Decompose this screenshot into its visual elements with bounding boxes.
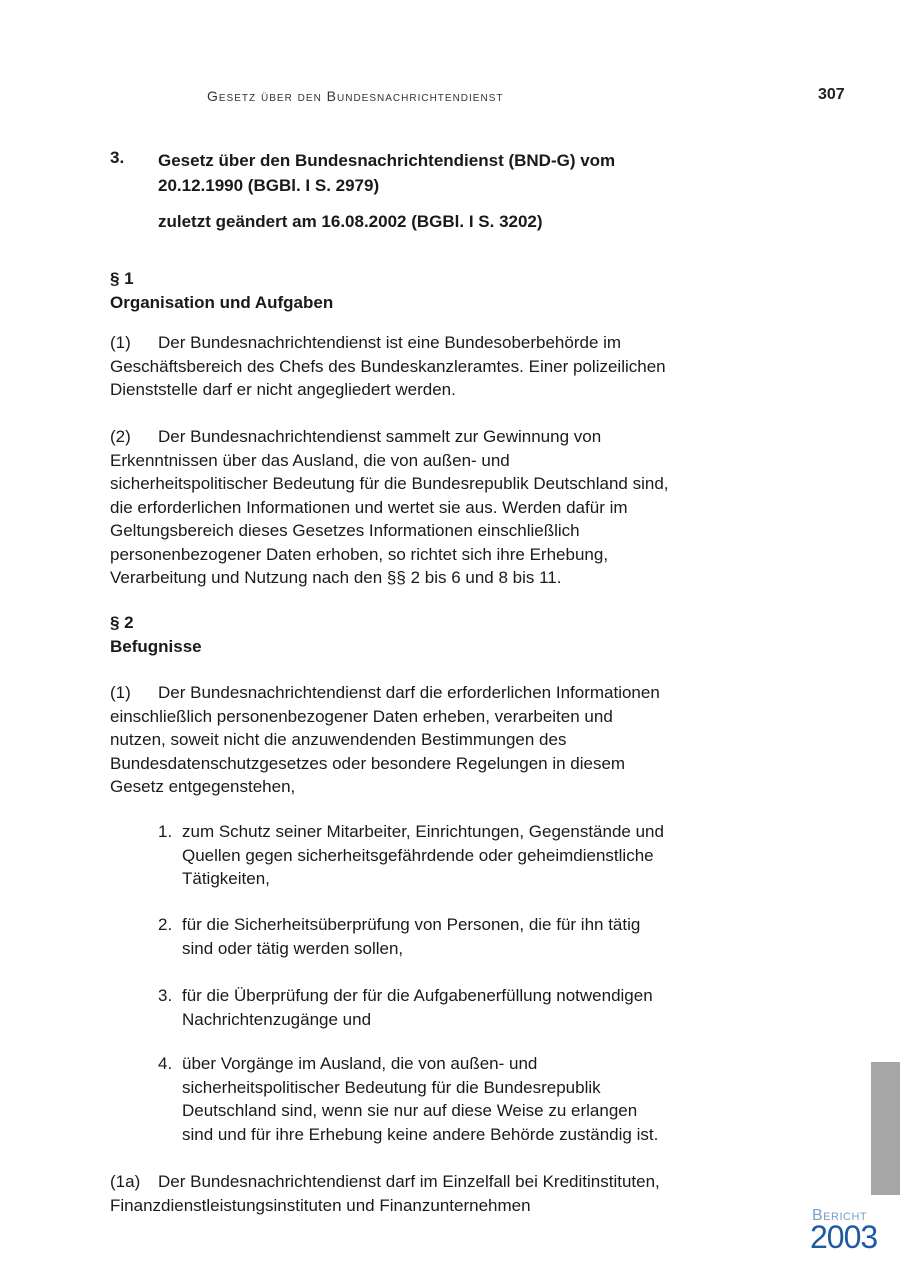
law-title: Gesetz über den Bundesnachrichtendienst (BND-G) vom 20.12.1990 (BGBl. I S. 2979) [158,151,616,195]
page-number: 307 [818,86,845,103]
section-2-heading [110,611,202,659]
running-header-title: Gesetz über den Bundesnachrichtendienst [207,88,504,104]
list-item [158,1052,670,1146]
list-item-number: 3. [158,986,173,1005]
paragraph-label: (1) [110,333,131,352]
section-1-title: Organisation und Aufgaben [110,293,334,312]
list-item-text: für die Überprüfung der für die Aufgabenerfüllung notwendigen Nachrichtenzugänge und [182,986,653,1029]
report-year: 2003 [810,1219,878,1255]
list-item-number: 1. [158,822,173,841]
section-2-paragraph-1a [110,1170,670,1217]
section-1-paragraph-2 [110,425,670,590]
section-1-paragraph-1 [110,331,670,402]
list-item-text: für die Sicherheitsüberprüfung von Personen, die für ihn tätig sind oder tätig werden sollen, [182,915,641,958]
list-item-number: 2. [158,915,173,934]
law-amendment-note: zuletzt geändert am 16.08.2002 (BGBl. I S. 3202) [158,212,543,231]
list-item [158,984,670,1031]
paragraph-label: (1a) [110,1172,141,1191]
paragraph-text: Der Bundesnachrichtendienst sammelt zur Gewinnung von Erkenntnissen über das Ausland, die von außen- und sicherheitspolitischer Bedeutung für die Bundesrepublik Deutschland sind, die erforderlichen Informationen und wertet sie aus. Werden dafür im Geltungsbereich dieses Gesetzes Informationen einschließlich personenbezogener Daten erhoben, so richtet sich ihre Erhebung, Verarbeitung und Nutzung nach den §§ 2 bis 6 und 8 bis 11. [110,427,669,587]
section-2-paragraph-1 [110,681,670,799]
law-number: 3. [110,148,125,167]
paragraph-text: Der Bundesnachrichtendienst ist eine Bundesoberbehörde im Geschäftsbereich des Chefs des Bundeskanzleramtes. Einer polizeilichen Dienststelle darf er nicht angegliedert werden. [110,333,666,399]
list-item [158,820,670,891]
paragraph-label: (1) [110,683,131,702]
chapter-side-tab [871,1062,900,1195]
section-1-heading [110,267,333,315]
paragraph-text: Der Bundesnachrichtendienst darf im Einzelfall bei Kreditinstituten, Finanzdienstleistungsinstituten und Finanzunternehmen [110,1172,660,1215]
section-2-title: Befugnisse [110,637,202,656]
section-2-number: § 2 [110,613,134,632]
paragraph-text: Der Bundesnachrichtendienst darf die erforderlichen Informationen einschließlich personenbezogener Daten erheben, verarbeiten und nutzen, soweit nicht die anzuwendenden Bestimmungen des Bundesdatenschutzgesetzes oder besondere Regelungen in diesem Gesetz entgegenstehen, [110,683,660,796]
list-item-number: 4. [158,1054,173,1073]
report-label: Bericht [812,1207,868,1224]
paragraph-label: (2) [110,427,131,446]
list-item-text: über Vorgänge im Ausland, die von außen- und sicherheitspolitischer Bedeutung für die Bundesrepublik Deutschland sind, wenn sie nur auf diese Weise zu erlangen sind und für ihre Erhebung keine andere Behörde zuständig ist. [182,1054,659,1144]
section-1-number: § 1 [110,269,134,288]
list-item-text: zum Schutz seiner Mitarbeiter, Einrichtungen, Gegenstände und Quellen gegen sicherheitsgefährdende oder geheimdienstliche Tätigkeiten, [182,822,664,888]
list-item [158,913,670,960]
